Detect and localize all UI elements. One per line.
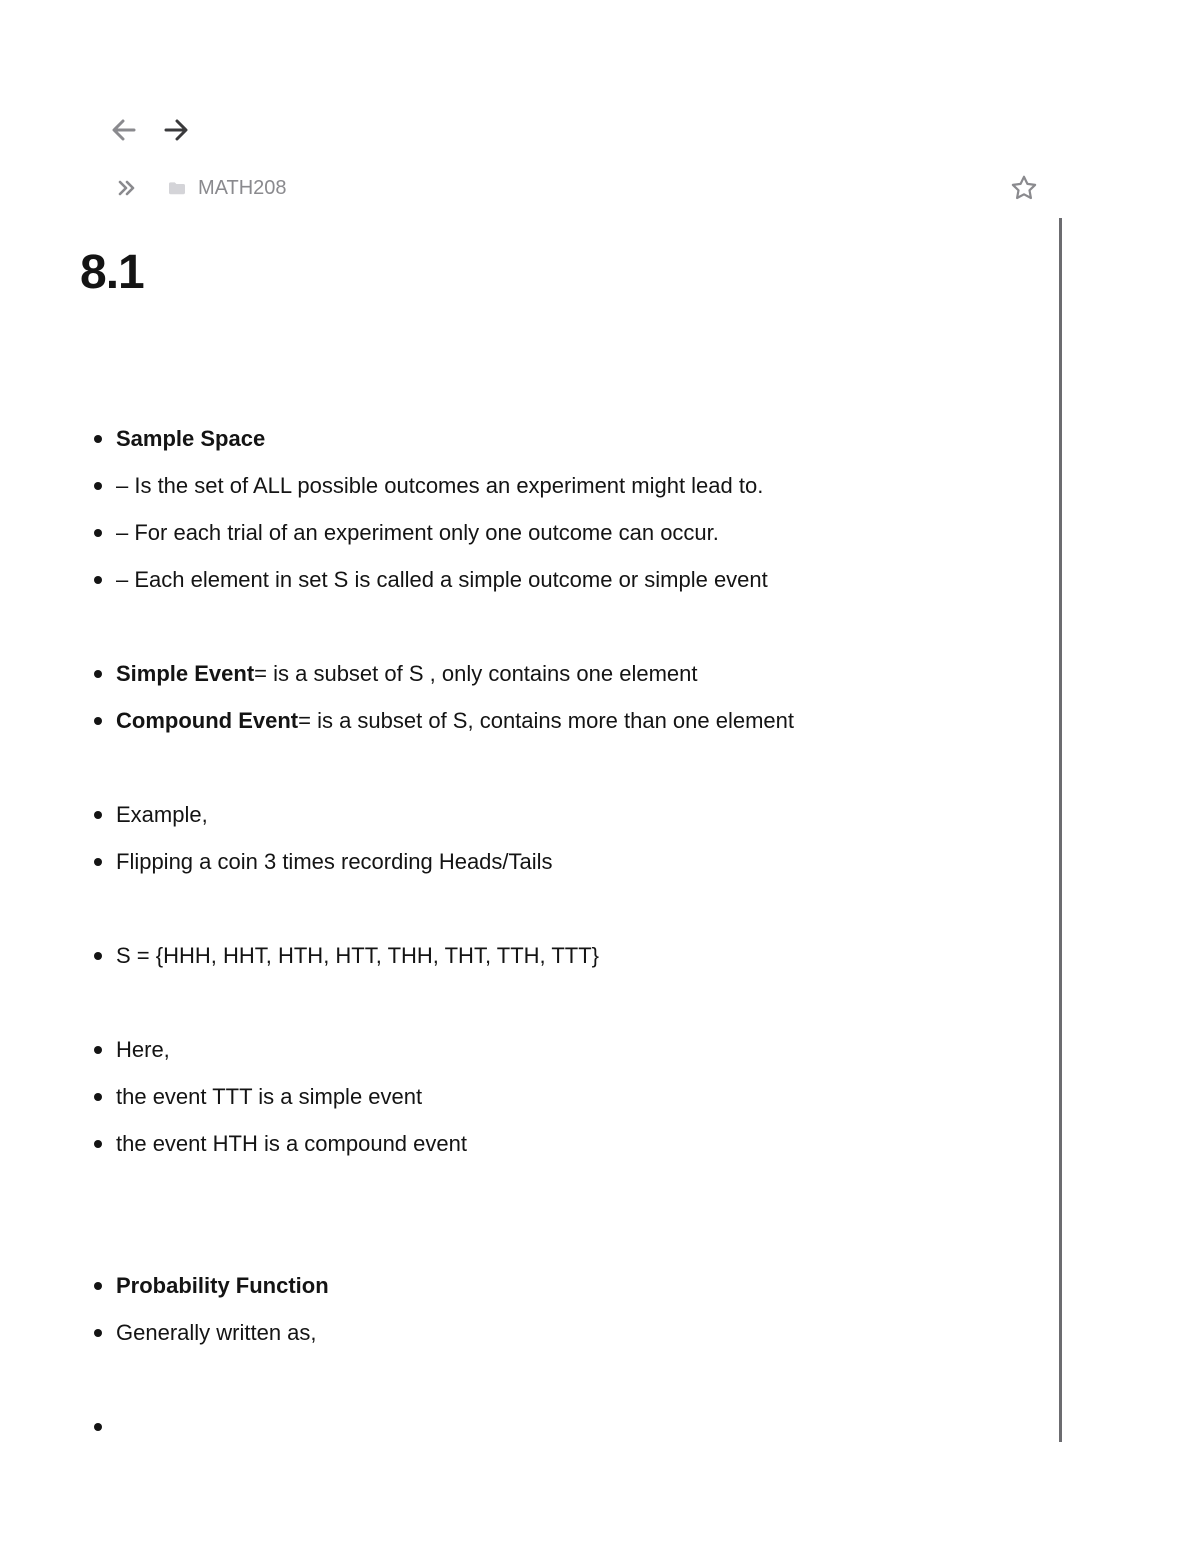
item-bold-text: Compound Event (116, 708, 299, 733)
item-text: – Each element in set S is called a simple outcome or simple event (116, 567, 768, 592)
item-text: Flipping a coin 3 times recording Heads/Tails (116, 849, 553, 874)
item-text: Here, (116, 1037, 170, 1062)
item-text: = is a subset of S , only contains one element (254, 661, 698, 686)
list-item (90, 940, 599, 972)
list-item (90, 1128, 467, 1160)
bullet-dot (94, 1423, 102, 1431)
list-item (90, 1270, 329, 1302)
bullet-dot (94, 1282, 102, 1290)
list-item (90, 517, 719, 549)
item-bold-text: Simple Event (116, 661, 255, 686)
breadcrumb-folder-link[interactable]: MATH208 (198, 176, 287, 199)
list-item (90, 1034, 170, 1066)
item-text: = is a subset of S, contains more than one element (298, 708, 795, 733)
list-item (90, 1317, 317, 1349)
bullet-dot (94, 952, 102, 960)
arrow-right-icon (162, 116, 190, 144)
bullet-dot (94, 1046, 102, 1054)
bullet-dot (94, 482, 102, 490)
sidebar-expand-button[interactable] (116, 177, 138, 199)
list-item (90, 423, 265, 455)
item-bold-text: Probability Function (116, 1273, 329, 1298)
forward-button[interactable] (160, 114, 192, 146)
item-text: Example, (116, 802, 208, 827)
list-item (90, 705, 794, 737)
list-item (90, 799, 208, 831)
double-chevron-right-icon (117, 179, 137, 197)
bullet-dot (94, 1140, 102, 1148)
bullet-dot (94, 717, 102, 725)
list-item (90, 846, 553, 878)
item-text: S = {HHH, HHT, HTH, HTT, THH, THT, TTH, TTT} (116, 943, 600, 968)
bullet-dot (94, 576, 102, 584)
folder-icon (168, 181, 186, 195)
item-text: the event HTH is a compound event (116, 1131, 467, 1156)
star-icon (1010, 174, 1038, 202)
arrow-left-icon (110, 116, 138, 144)
scrollbar-track[interactable] (1059, 218, 1062, 1442)
bullet-dot (94, 670, 102, 678)
page-title: 8.1 (80, 246, 144, 299)
list-item[interactable] (90, 1411, 116, 1443)
bullet-dot (94, 811, 102, 819)
back-button[interactable] (108, 114, 140, 146)
favorite-button[interactable] (1008, 172, 1040, 204)
item-text: – For each trial of an experiment only one outcome can occur. (116, 520, 719, 545)
history-navigation (108, 114, 192, 146)
bullet-dot (94, 1093, 102, 1101)
list-item (90, 658, 697, 690)
item-text: the event TTT is a simple event (116, 1084, 423, 1109)
bullet-dot (94, 1329, 102, 1337)
bullet-dot (94, 858, 102, 866)
list-item (90, 1081, 422, 1113)
item-text: – Is the set of ALL possible outcomes an experiment might lead to. (116, 473, 764, 498)
item-bold-text: Sample Space (116, 426, 266, 451)
bullet-dot (94, 529, 102, 537)
list-item (90, 564, 768, 596)
bullet-dot (94, 435, 102, 443)
breadcrumb (116, 174, 287, 202)
list-item (90, 470, 763, 502)
item-text: Generally written as, (116, 1320, 317, 1345)
